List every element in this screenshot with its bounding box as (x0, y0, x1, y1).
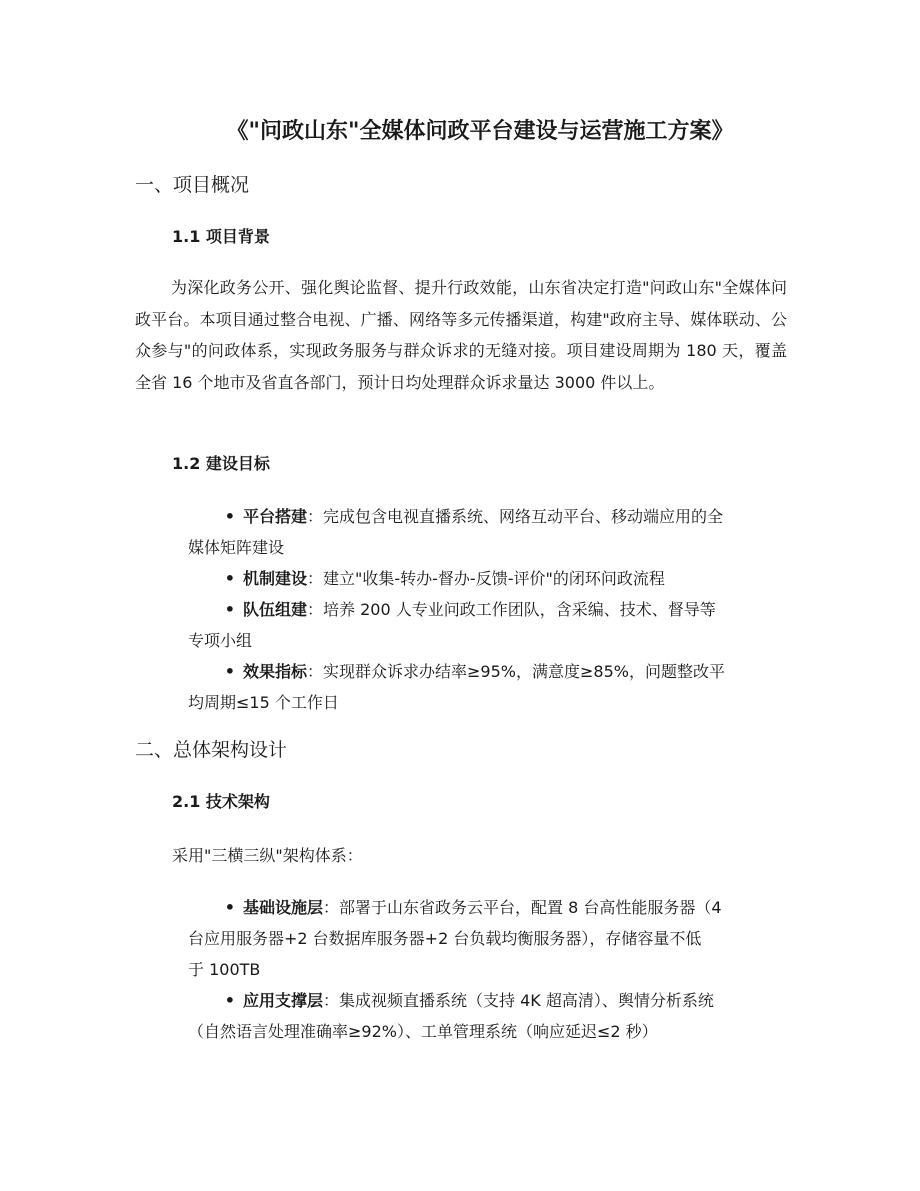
arch-text-cont: 台应用服务器+2 台数据库服务器+2 台负载均衡服务器），存储容量不低 (188, 929, 702, 948)
goal-text: ：实现群众诉求办结率≥95%，满意度≥85%，问题整改平 (307, 662, 725, 681)
goal-term: 机制建设 (243, 569, 308, 588)
arch-term: 基础设施层 (243, 898, 324, 917)
goal-text-cont: 专项小组 (188, 631, 253, 650)
bullet-icon: • (224, 569, 235, 588)
bullet-icon: • (224, 507, 235, 526)
bullet-icon: • (224, 898, 235, 917)
arch-text: ：部署于山东省政务云平台，配置 8 台高性能服务器（4 (323, 898, 722, 917)
arch-text: ：集成视频直播系统（支持 4K 超高清）、舆情分析系统 (323, 991, 714, 1010)
goal-item-effect (188, 656, 787, 687)
arch-item-application-cont1 (188, 1016, 787, 1047)
goal-term: 队伍组建 (243, 600, 308, 619)
goal-item-platform-cont (188, 532, 787, 563)
goal-term: 平台搭建 (243, 507, 308, 526)
goal-item-team-cont (188, 625, 787, 656)
goal-text-cont: 媒体矩阵建设 (188, 538, 285, 557)
project-background-paragraph: 为深化政务公开、强化舆论监督、提升行政效能，山东省决定打造"问政山东"全媒体问政平台。本项目通过整合电视、广播、网络等多元传播渠道，构建"政府主导、媒体联动、公众参与"的问政体系，实现政务服务与群众诉求的无缝对接。项目建设周期为 180 天，覆盖全省 16 个地市及省直各部门，预计日均处理群众诉求量达 3000 件以上。 (135, 278, 787, 392)
arch-term: 应用支撑层 (243, 991, 324, 1010)
arch-text-cont: （自然语言处理准确率≥92%）、工单管理系统（响应延迟≤2 秒） (188, 1022, 658, 1041)
arch-item-infrastructure (188, 892, 787, 923)
bullet-icon: • (224, 600, 235, 619)
goal-item-platform (188, 501, 787, 532)
subsection-heading-2-1: 2.1 技术架构 (172, 792, 270, 811)
goal-item-effect-cont (188, 687, 787, 718)
arch-text-cont: 于 100TB (188, 960, 261, 979)
goal-term: 效果指标 (243, 662, 308, 681)
goal-text-cont: 均周期≤15 个工作日 (188, 693, 339, 712)
architecture-intro: 采用"三横三纵"架构体系： (172, 846, 363, 865)
document-title: 《"问政山东"全媒体问政平台建设与运营施工方案》 (226, 119, 734, 144)
subsection-heading-1-1: 1.1 项目背景 (172, 227, 270, 246)
bullet-icon: • (224, 991, 235, 1010)
goal-text: ：培养 200 人专业问政工作团队，含采编、技术、督导等 (307, 600, 716, 619)
goal-item-team (188, 594, 787, 625)
bullet-icon: • (224, 662, 235, 681)
goal-text: ：建立"收集-转办-督办-反馈-评价"的闭环问政流程 (307, 569, 665, 588)
goal-text: ：完成包含电视直播系统、网络互动平台、移动端应用的全 (307, 507, 724, 526)
arch-item-infrastructure-cont1 (188, 923, 787, 954)
goal-item-mechanism (188, 563, 787, 594)
subsection-heading-1-2: 1.2 建设目标 (172, 454, 270, 473)
section-heading-2: 二、总体架构设计 (135, 739, 288, 761)
section-heading-1: 一、项目概况 (135, 174, 250, 196)
arch-item-infrastructure-cont2 (188, 954, 787, 985)
arch-item-application (188, 985, 787, 1016)
